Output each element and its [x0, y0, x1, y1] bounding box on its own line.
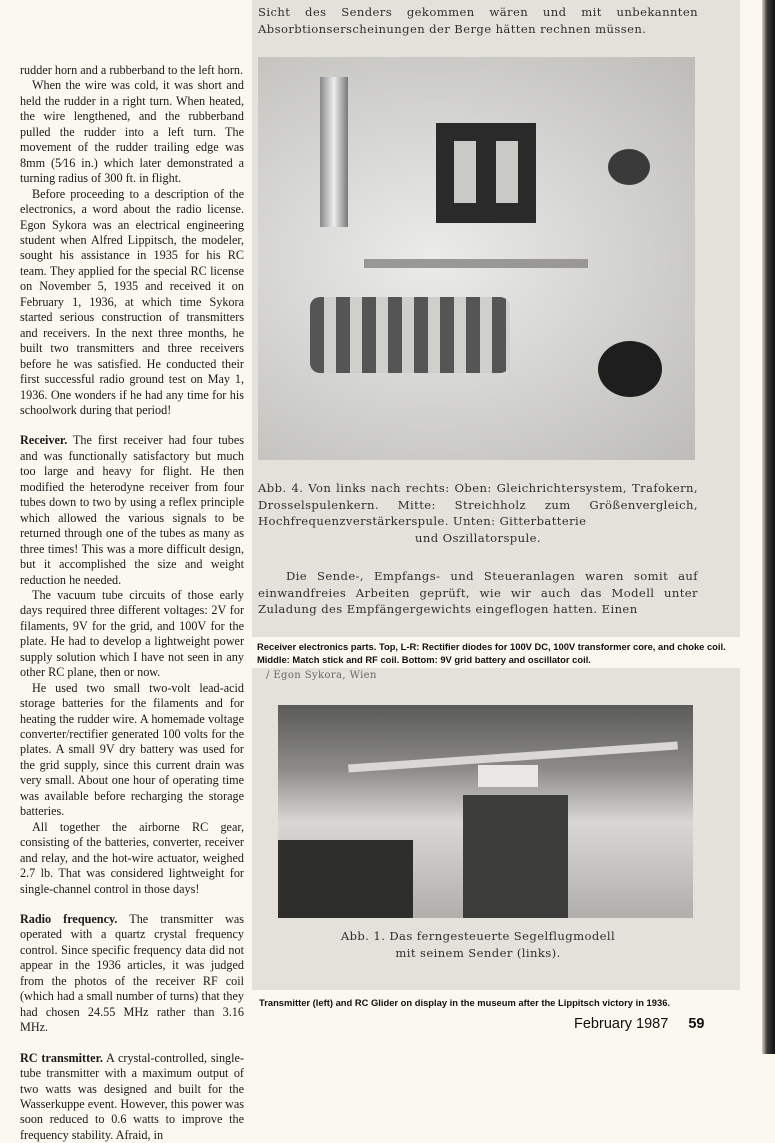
paragraph: He used two small two-volt lead-acid storage batteries for the filaments and for heating the rudder wire. A homemade voltage converter/rectifier generated 100 volts for the plates. A small 9V dry battery was used for the grid supply, since this current drain was very small. About one hour of operating time was available before recharging the storage batteries.	[20, 680, 244, 819]
german-paragraph: Die Sende-, Empfangs- und Steueranlagen waren somit auf einwandfreies Arbeiten geprüft, wie wir auch das Modell unter Zuladung des Empfängergewichts eingeflogen hatten. Einen	[258, 569, 698, 616]
section-rc-transmitter: RC transmitter. A crystal-controlled, single-tube transmitter with a maximum output of two watts was designed and built for the Wasserkuppe event. However, this power was soon reduced to 0.6 watts to improve the frequency stability. Afraid, in	[20, 1050, 244, 1142]
page-edge	[762, 0, 775, 1054]
photo-transmitter-glider	[278, 705, 693, 918]
paragraph: Before proceeding to a description of the electronics, a word about the radio license. Egon Sykora was an electrical engineering student when Alfred Lippitsch, the modeler, sought his assistance in 1935 for his RC team. They applied for the special RC license on November 5, 1935 and received it on February 1, 1936, at which time Sykora started serious construction of transmitters and receivers. In the next three months, he built two transmitters and three receivers before he was satisfied. He conducted their first successful radio ground test on May 1, 1936. One wonders if he had any time for his schoolwork during that period!	[20, 186, 244, 417]
paragraph: When the wire was cold, it was short and held the rudder in a right turn. When heated, the wire lengthened, and the rubberband pulled the rudder into a left turn. The movement of the rudder trailing edge was 8mm (5⁄16 in.) which later demonstrated a turning radius of 300 ft. in flight.	[20, 78, 244, 186]
section-heading: RC transmitter.	[20, 1050, 103, 1065]
german-text-fragment: / Egon Sykora, Wien	[266, 670, 377, 681]
page-footer	[574, 1016, 704, 1032]
german-caption-2: Abb. 1. Das ferngesteuerte Segelflugmodell mit seinem Sender (links).	[340, 929, 616, 960]
section-heading: Receiver.	[20, 433, 68, 448]
photo-caption-2: Transmitter (left) and RC Glider on display in the museum after the Lippitsch victory in 1936.	[259, 997, 671, 1008]
paragraph: rudder horn and a rubberband to the left horn.	[20, 63, 244, 77]
section-heading: Radio frequency.	[20, 912, 118, 927]
german-caption-1: Abb. 4. Von links nach rechts: Oben: Gleichrichtersystem, Trafokern, Drosselspulenkern. Mitte: Streichholz zum Größenvergleich, Hochfrequenzverstärkerspule. Unten: Gitterbatterie und Oszillatorspule.	[258, 481, 698, 545]
german-article-scan-1	[252, 0, 740, 637]
section-receiver: Receiver. The first receiver had four tubes and was functionally satisfactory but much too large and heavy for flight. He then modified the heterodyne receiver from four tubes down to two by using a reflex principle which allowed the various signals to be returned through one of the tubes as many as three times! This was a more difficult design, but it accomplished the size and weight reduction he needed.	[20, 433, 244, 587]
section-radio-frequency: Radio frequency. The transmitter was operated with a quartz crystal frequency control. Since specific frequency data did not appear in the 1936 articles, it was judged from the photos of the receiver RF coil (which had a small number of turns) that they had chosen 24.55 MHz rather than 3.16 MHz.	[20, 912, 244, 1035]
paragraph: The vacuum tube circuits of those early days required three different voltages: 2V for filaments, 9V for the grid, and 100V for the plate. He had to develop a lightweight power supply solution which I have not seen in any other RC plane, then or now.	[20, 587, 244, 680]
page-number: 59	[688, 1016, 705, 1032]
photo-receiver-parts	[258, 57, 695, 460]
german-text-top: Sicht des Senders gekommen wären und mit unbekannten Absorbtionserscheinungen der Berge hätten rechnen müssen.	[258, 5, 698, 36]
german-article-scan-2	[252, 668, 740, 990]
left-column	[20, 63, 244, 1143]
photo-caption-1: Receiver electronics parts. Top, L-R: Rectifier diodes for 100V DC, 100V transformer core, and choke coil. Middle: Match stick and RF coil. Bottom: 9V grid battery and oscillator coil.	[257, 641, 726, 665]
paragraph: All together the airborne RC gear, consisting of the batteries, converter, receiver and relay, and the hot-wire actuator, weighed 2.7 lb. That was considered lightweight for single-channel control in those days!	[20, 819, 244, 896]
issue-date: February 1987	[574, 1016, 669, 1032]
